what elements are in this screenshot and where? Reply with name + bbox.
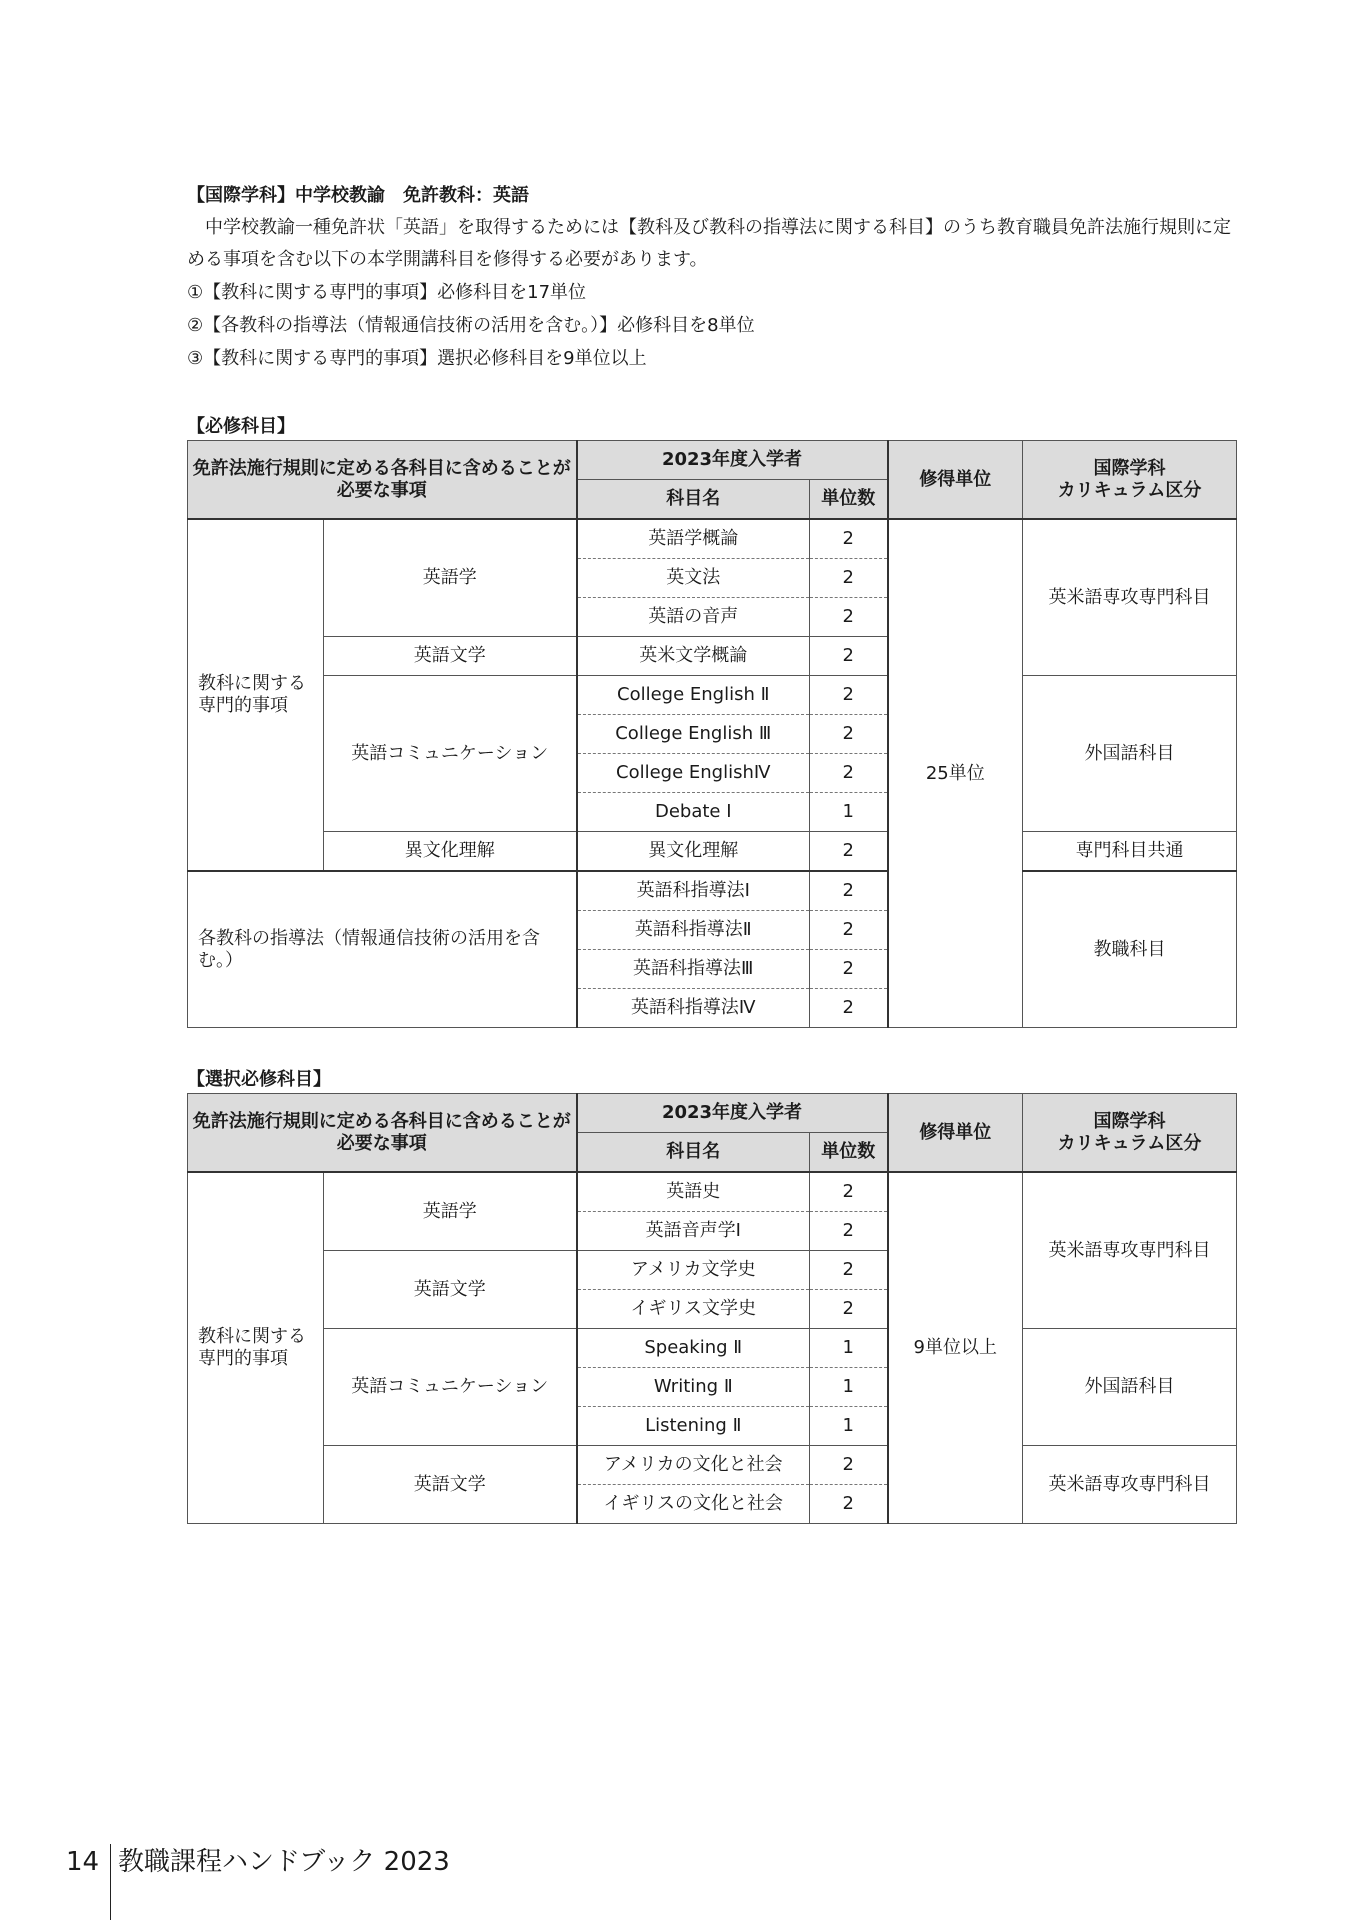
group-english-linguistics: 英語学 [324, 1172, 577, 1251]
intro-title: 【国際学科】中学校教諭 免許教科：英語 [187, 185, 529, 206]
subject-cell: Listening Ⅱ [577, 1407, 810, 1446]
header-matter: 免許法施行規則に定める各科目に含めることが必要な事項 [188, 1094, 577, 1173]
intro-item-3: ③【教科に関する専門的事項】選択必修科目を9単位以上 [187, 348, 647, 369]
units-cell: 2 [810, 1212, 888, 1251]
subject-cell: 英語史 [577, 1172, 810, 1212]
subject-cell: 英語科指導法Ⅱ [577, 911, 810, 950]
group-english-linguistics: 英語学 [324, 519, 577, 637]
header-subject: 科目名 [577, 480, 810, 520]
subject-cell: College EnglishⅣ [577, 754, 810, 793]
subject-cell: 英文法 [577, 559, 810, 598]
subject-cell: アメリカの文化と社会 [577, 1446, 810, 1485]
curriculum-category: 外国語科目 [1023, 1329, 1237, 1446]
group-english-literature: 英語文学 [324, 1251, 577, 1329]
elective-section-title: 【選択必修科目】 [187, 1069, 331, 1090]
units-cell: 2 [810, 519, 888, 559]
units-cell: 2 [810, 559, 888, 598]
units-cell: 1 [810, 1329, 888, 1368]
subject-cell: イギリスの文化と社会 [577, 1485, 810, 1524]
area-teaching-methods: 各教科の指導法（情報通信技術の活用を含む。） [188, 871, 577, 1028]
units-cell: 2 [810, 1251, 888, 1290]
subject-cell: 英語科指導法Ⅰ [577, 871, 810, 911]
subject-cell: 英語音声学Ⅰ [577, 1212, 810, 1251]
subject-cell: イギリス文学史 [577, 1290, 810, 1329]
units-cell: 2 [810, 754, 888, 793]
header-units: 単位数 [810, 480, 888, 520]
required-section-title: 【必修科目】 [187, 416, 295, 437]
subject-cell: 英語科指導法Ⅳ [577, 989, 810, 1028]
subject-cell: Debate Ⅰ [577, 793, 810, 832]
units-cell: 2 [810, 676, 888, 715]
area-subject-expertise: 教科に関する専門的事項 [188, 519, 324, 871]
units-cell: 1 [810, 1368, 888, 1407]
subject-cell: 英米文学概論 [577, 637, 810, 676]
subject-cell: Writing Ⅱ [577, 1368, 810, 1407]
units-cell: 2 [810, 871, 888, 911]
units-cell: 2 [810, 715, 888, 754]
curriculum-category: 外国語科目 [1023, 676, 1237, 832]
page-number: 14 [66, 1847, 100, 1877]
intro-paragraph: 中学校教諭一種免許状「英語」を取得するためには【教科及び教科の指導法に関する科目】のうち教育職員免許法施行規則に定める事項を含む以下の本学開講科目を修得する必要があります。 [187, 217, 1231, 270]
header-units: 単位数 [810, 1133, 888, 1173]
subject-cell: Speaking Ⅱ [577, 1329, 810, 1368]
subject-cell: 英語の音声 [577, 598, 810, 637]
group-english-communication: 英語コミュニケーション [324, 1329, 577, 1446]
intro-section [187, 180, 1247, 375]
units-cell: 2 [810, 911, 888, 950]
units-cell: 2 [810, 637, 888, 676]
curriculum-category: 英米語専攻専門科目 [1023, 519, 1237, 676]
units-cell: 2 [810, 598, 888, 637]
subject-cell: 異文化理解 [577, 832, 810, 872]
units-cell: 2 [810, 989, 888, 1028]
units-cell: 2 [810, 1446, 888, 1485]
subject-cell: 英語学概論 [577, 519, 810, 559]
header-year: 2023年度入学者 [577, 1094, 888, 1133]
intro-item-1: ①【教科に関する専門的事項】必修科目を17単位 [187, 282, 587, 303]
header-year: 2023年度入学者 [577, 441, 888, 480]
subject-cell: アメリカ文学史 [577, 1251, 810, 1290]
earned-units: 9単位以上 [888, 1172, 1023, 1524]
subject-cell: College English Ⅱ [577, 676, 810, 715]
units-cell: 2 [810, 832, 888, 872]
group-english-literature: 英語文学 [324, 1446, 577, 1524]
units-cell: 2 [810, 1485, 888, 1524]
group-intercultural: 異文化理解 [324, 832, 577, 872]
area-subject-expertise: 教科に関する専門的事項 [188, 1172, 324, 1524]
curriculum-category: 英米語専攻専門科目 [1023, 1172, 1237, 1329]
earned-units: 25単位 [888, 519, 1023, 1028]
required-table [187, 440, 1237, 1028]
header-earned: 修得単位 [888, 441, 1023, 520]
curriculum-category: 専門科目共通 [1023, 832, 1237, 872]
units-cell: 2 [810, 1290, 888, 1329]
group-english-communication: 英語コミュニケーション [324, 676, 577, 832]
intro-item-2: ②【各教科の指導法（情報通信技術の活用を含む。）】必修科目を8単位 [187, 315, 755, 336]
units-cell: 2 [810, 950, 888, 989]
curriculum-category: 教職科目 [1023, 871, 1237, 1028]
footer-title: 教職課程ハンドブック 2023 [118, 1847, 450, 1877]
footer-divider [110, 1844, 111, 1920]
curriculum-category: 英米語専攻専門科目 [1023, 1446, 1237, 1524]
units-cell: 1 [810, 793, 888, 832]
subject-cell: College English Ⅲ [577, 715, 810, 754]
subject-cell: 英語科指導法Ⅲ [577, 950, 810, 989]
page-footer [66, 1844, 450, 1880]
units-cell: 1 [810, 1407, 888, 1446]
header-matter: 免許法施行規則に定める各科目に含めることが必要な事項 [188, 441, 577, 520]
elective-table [187, 1093, 1237, 1524]
group-english-literature: 英語文学 [324, 637, 577, 676]
header-curriculum: 国際学科 カリキュラム区分 [1023, 441, 1237, 520]
units-cell: 2 [810, 1172, 888, 1212]
header-curriculum: 国際学科 カリキュラム区分 [1023, 1094, 1237, 1173]
header-subject: 科目名 [577, 1133, 810, 1173]
header-earned: 修得単位 [888, 1094, 1023, 1173]
